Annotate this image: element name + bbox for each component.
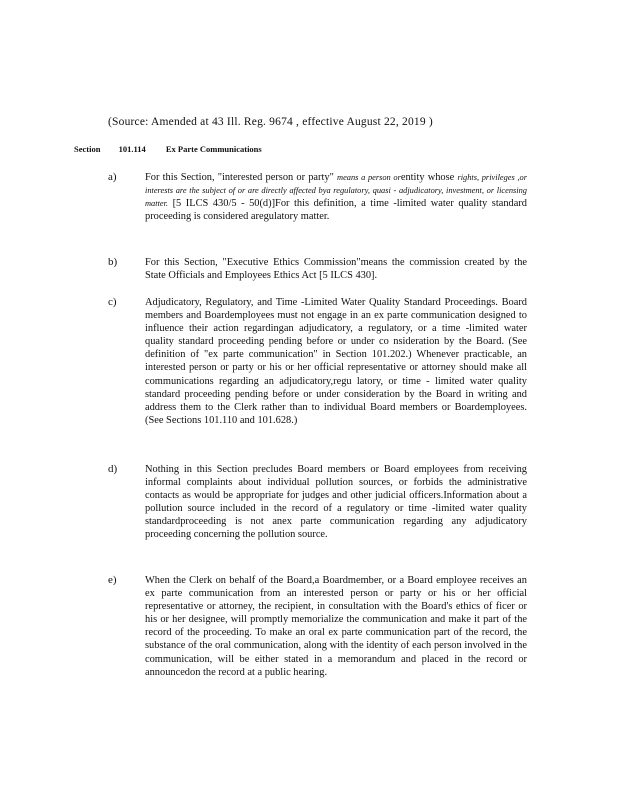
item-a-text-before: For this Section, "interested person or party" xyxy=(145,172,334,183)
item-a-letter: a) xyxy=(108,171,117,183)
item-a-text-after: [5 ILCS 430/5 - 50(d)]For this definition, a time -limited water quality standard proceeding is considered aregulatory matter. xyxy=(145,198,527,223)
item-a-text-mid: entity whose xyxy=(400,172,455,183)
item-a-italic-2: rights, privileges ,or interests are the subject of or are directly affected bya regulatory, quasi - adjudicatory, investment, or licensing matter. xyxy=(145,173,527,209)
section-label: Section xyxy=(74,144,101,154)
item-b-text: For this Section, "Executive Ethics Commission"means the commission created by the State Officials and Employees Ethics Act [5 ILCS 430]. xyxy=(145,257,527,282)
item-e-letter: e) xyxy=(108,574,117,586)
item-d-letter: d) xyxy=(108,463,118,475)
source-note: (Source: Amended at 43 Ill. Reg. 9674 , effective August 22, 2019 ) xyxy=(108,116,433,128)
section-number: 101.114 xyxy=(118,144,146,154)
item-c-text: Adjudicatory, Regulatory, and Time -Limited Water Quality Standard Proceedings. Board members and Boardemployees must not engage in an ex parte communication designed to influence their action regardingan adjudicatory, a regulatory, or a time -limited water quality standard proceeding pending before or under co nsideration by the Board. (See definition of "ex parte communication" in Section 101.202.) Whenever practicable, an interested person or party or his or her official representative or attorney should make all communications regarding an adjudicatory,regu latory, or time - limited water quality standard proceeding pending before or under consideration by the Board in writing and address them to the Clerk rather than to individual Board members or Boardemployees. (See Sections 101.110 and 101.628.) xyxy=(145,297,527,426)
item-d-text: Nothing in this Section precludes Board members or Board employees from receiving informal complaints about individual pollution sources, or forbids the administrative contacts as would be appropriate for judges and other judicial officers.Information about a pollution source included in the record of a regulatory or time -limited water quality standardproceeding is not anex parte communication regarding any adjudicatory proceeding concerning the pollution source. xyxy=(145,464,527,541)
item-e-text: When the Clerk on behalf of the Board,a Boardmember, or a Board employee receives an ex parte communication from an interested person or party or his or her official representative or attorney, the recipient, in consultation with the Board's ethics of ficer or his or her designee, will promptly memorialize the communication and make it part of the record of the proceeding. To make an oral ex parte communication part of the record, the substance of the oral communication, along with the identity of each person involved in the communication, will be either stated in a memorandum and placed in the record or announcedon the record at a public hearing. xyxy=(145,575,527,678)
item-b-letter: b) xyxy=(108,256,118,268)
section-title: Ex Parte Communications xyxy=(165,144,262,154)
item-a-text xyxy=(145,171,527,223)
section-heading xyxy=(74,144,262,154)
item-c-letter: c) xyxy=(108,296,117,308)
item-a-italic: means a person or xyxy=(337,173,401,182)
